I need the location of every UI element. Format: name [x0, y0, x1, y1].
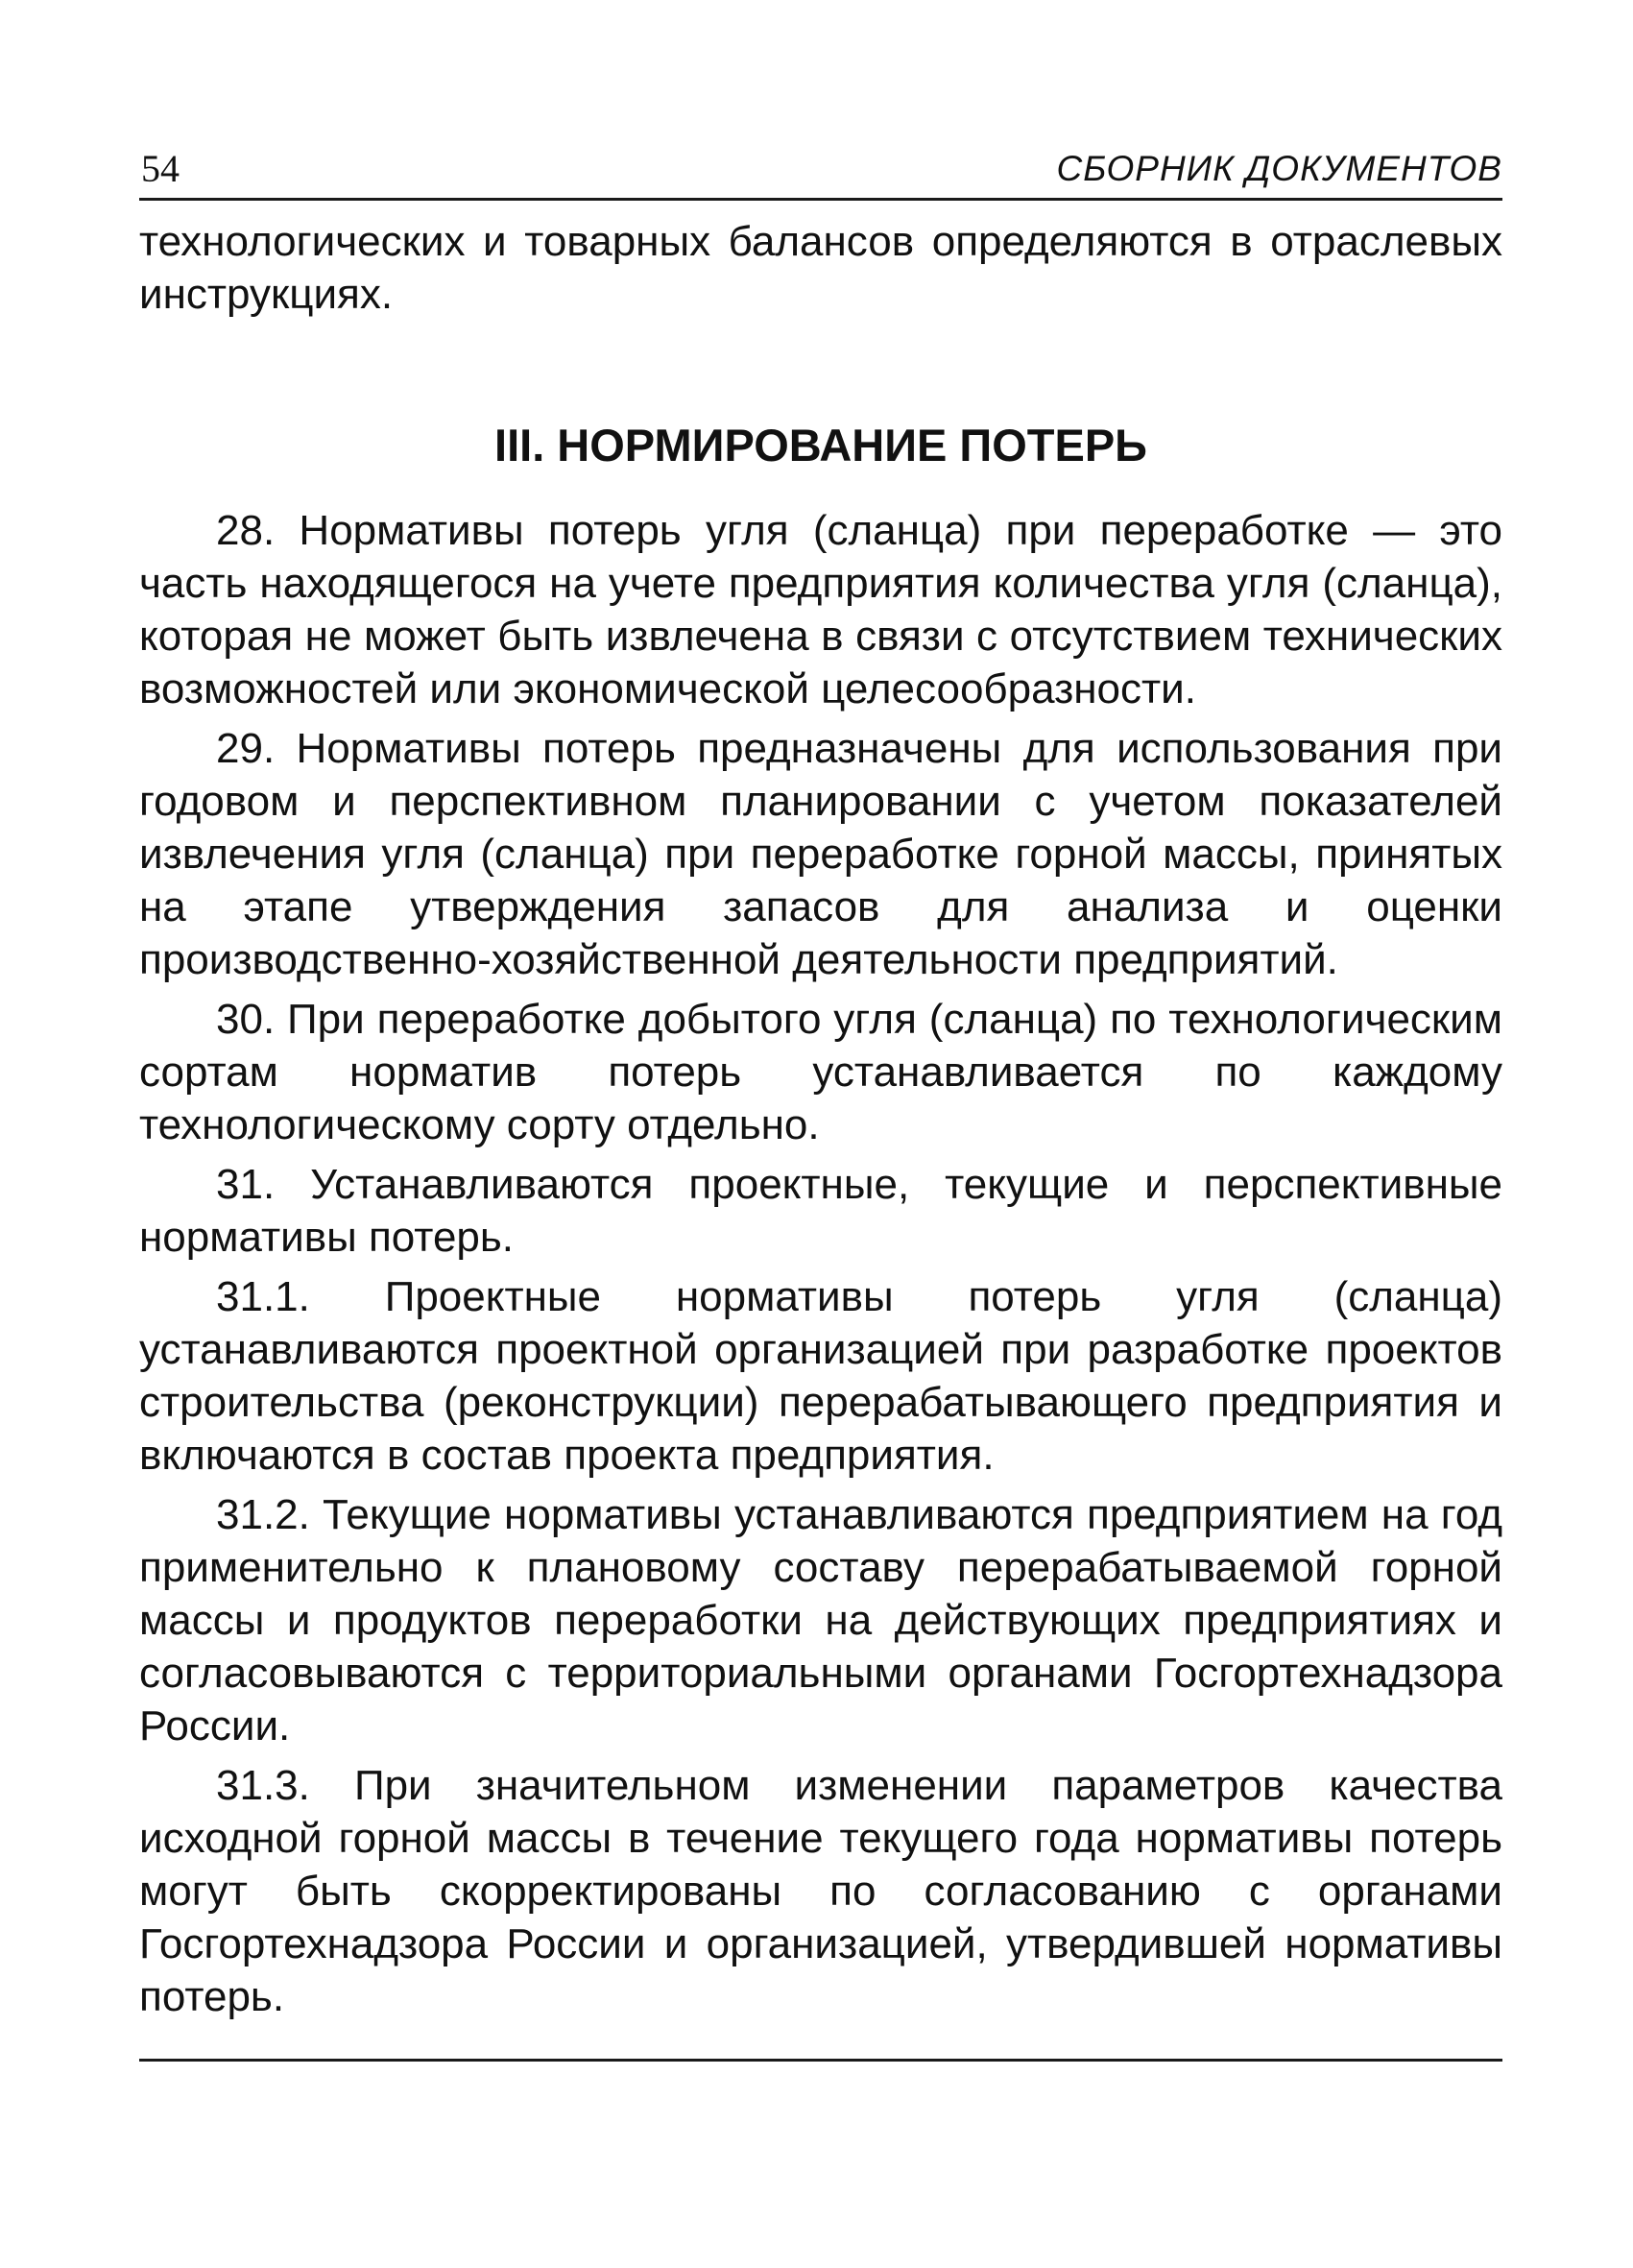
- paragraph-31-2: 31.2. Текущие нормативы устанавливаются предприятием на год применительно к плановому составу перерабатываемой горной массы и продуктов переработки на действующих предприятиях и согласовываются с территориальными органами Госгортехнадзора России.: [139, 1491, 1502, 1749]
- continued-paragraph: технологических и товарных балансов определяются в отраслевых инструкциях.: [139, 218, 1502, 318]
- paragraph-29: 29. Нормативы потерь предназначены для использования при годовом и перспективном планировании с учетом показателей извлечения угля (сланца) при переработке горной массы, принятых на этапе утверждения запасов для анализа и оценки производственно-хозяйственной деятельности предприятий.: [139, 725, 1502, 983]
- paragraph-31-1: 31.1. Проектные нормативы потерь угля (сланца) устанавливаются проектной организацией при разработке проектов строительства (реконструкции) перерабатывающего предприятия и включаются в состав проекта предприятия.: [139, 1273, 1502, 1479]
- collection-title: СБОРНИК ДОКУМЕНТОВ: [1056, 149, 1502, 188]
- body-text: [139, 215, 1502, 2030]
- paragraph-28: 28. Нормативы потерь угля (сланца) при переработке — это часть находящегося на учете предприятия количества угля (сланца), которая не может быть извлечена в связи с отсутствием технических возможностей или экономической целесообразности.: [139, 507, 1502, 712]
- paragraph-31-3: 31.3. При значительном изменении параметров качества исходной горной массы в течение текущего года нормативы потерь могут быть скорректированы по согласованию с органами Госгортехнадзора России и организацией, утвердившей нормативы потерь.: [139, 1762, 1502, 2020]
- running-header: [139, 142, 1502, 201]
- section-heading: III. НОРМИРОВАНИЕ ПОТЕРЬ: [494, 420, 1147, 470]
- paragraph-31: 31. Устанавливаются проектные, текущие и перспективные нормативы потерь.: [139, 1161, 1502, 1261]
- document-page: [139, 0, 1502, 2268]
- paragraph-30: 30. При переработке добытого угля (сланца) по технологическим сортам норматив потерь устанавливается по каждому технологическому сорту отдельно.: [139, 996, 1502, 1148]
- page-number: 54: [141, 147, 180, 190]
- bottom-rule: [139, 2059, 1502, 2062]
